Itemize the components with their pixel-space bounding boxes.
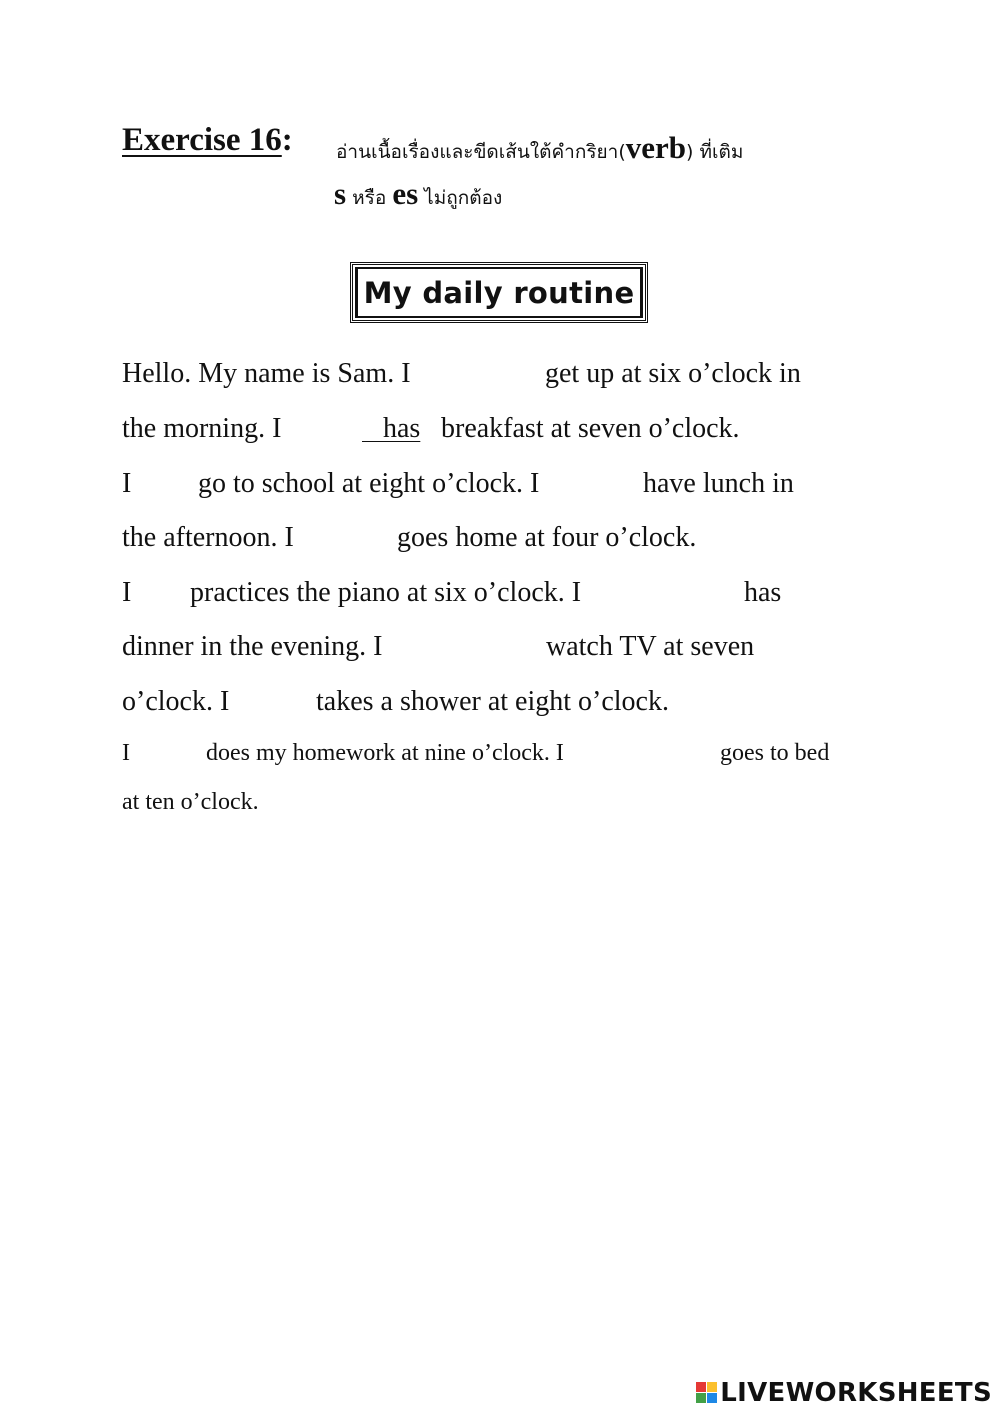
line1-part-b: get up at six o’clock in (545, 358, 801, 389)
line6-part-b: watch TV at seven (546, 631, 755, 662)
s-word: s (334, 176, 347, 211)
line8-part-c: goes to bed (720, 740, 830, 766)
logo-text: LIVEWORKSHEETS (720, 1378, 992, 1408)
line2-part-b: breakfast at seven o’clock. (441, 413, 740, 444)
answer-underline[interactable] (362, 413, 420, 445)
instruction-part2: ) ที่เติม (686, 141, 744, 163)
title-box (350, 262, 648, 323)
instruction-part1: อ่านเนื้อเรื่องและขีดเส้นใต้คำกริยา( (336, 141, 626, 163)
exercise-colon: : (281, 122, 293, 158)
line5-part-c: has (744, 577, 782, 608)
line4-part-b: goes home at four o’clock. (397, 522, 697, 553)
line3-part-c: have lunch in (643, 468, 794, 499)
line8-part-a: I (122, 740, 130, 766)
instruction-line-1 (336, 130, 743, 167)
instruction-line-2 (334, 176, 502, 213)
es-word: es (392, 176, 419, 211)
title-box-inner (355, 267, 643, 318)
answer-text: has (383, 413, 421, 444)
line3-part-a: I (122, 468, 132, 499)
liveworksheets-logo (696, 1378, 992, 1408)
line4-part-a: the afternoon. I (122, 522, 294, 553)
verb-word: verb (625, 130, 687, 165)
line2-part-a: the morning. I (122, 413, 282, 444)
exercise-title (122, 122, 293, 159)
line1-part-a: Hello. My name is Sam. I (122, 358, 411, 389)
line7-part-b: takes a shower at eight o’clock. (316, 686, 669, 717)
line3-part-b: go to school at eight o’clock. I (198, 468, 540, 499)
exercise-label: Exercise 16 (122, 122, 282, 158)
line5-part-a: I (122, 577, 132, 608)
instruction-part3: ไม่ถูกต้อง (418, 187, 503, 209)
line8-part-b: does my homework at nine o’clock. I (206, 740, 564, 766)
line7-part-a: o’clock. I (122, 686, 230, 717)
or-word: หรือ (346, 187, 393, 209)
passage-title: My daily routine (363, 275, 635, 310)
liveworksheets-logo-icon (696, 1382, 718, 1404)
line5-part-b: practices the piano at six o’clock. I (190, 577, 582, 608)
line6-part-a: dinner in the evening. I (122, 631, 383, 662)
line9-part-a: at ten o’clock. (122, 789, 259, 815)
